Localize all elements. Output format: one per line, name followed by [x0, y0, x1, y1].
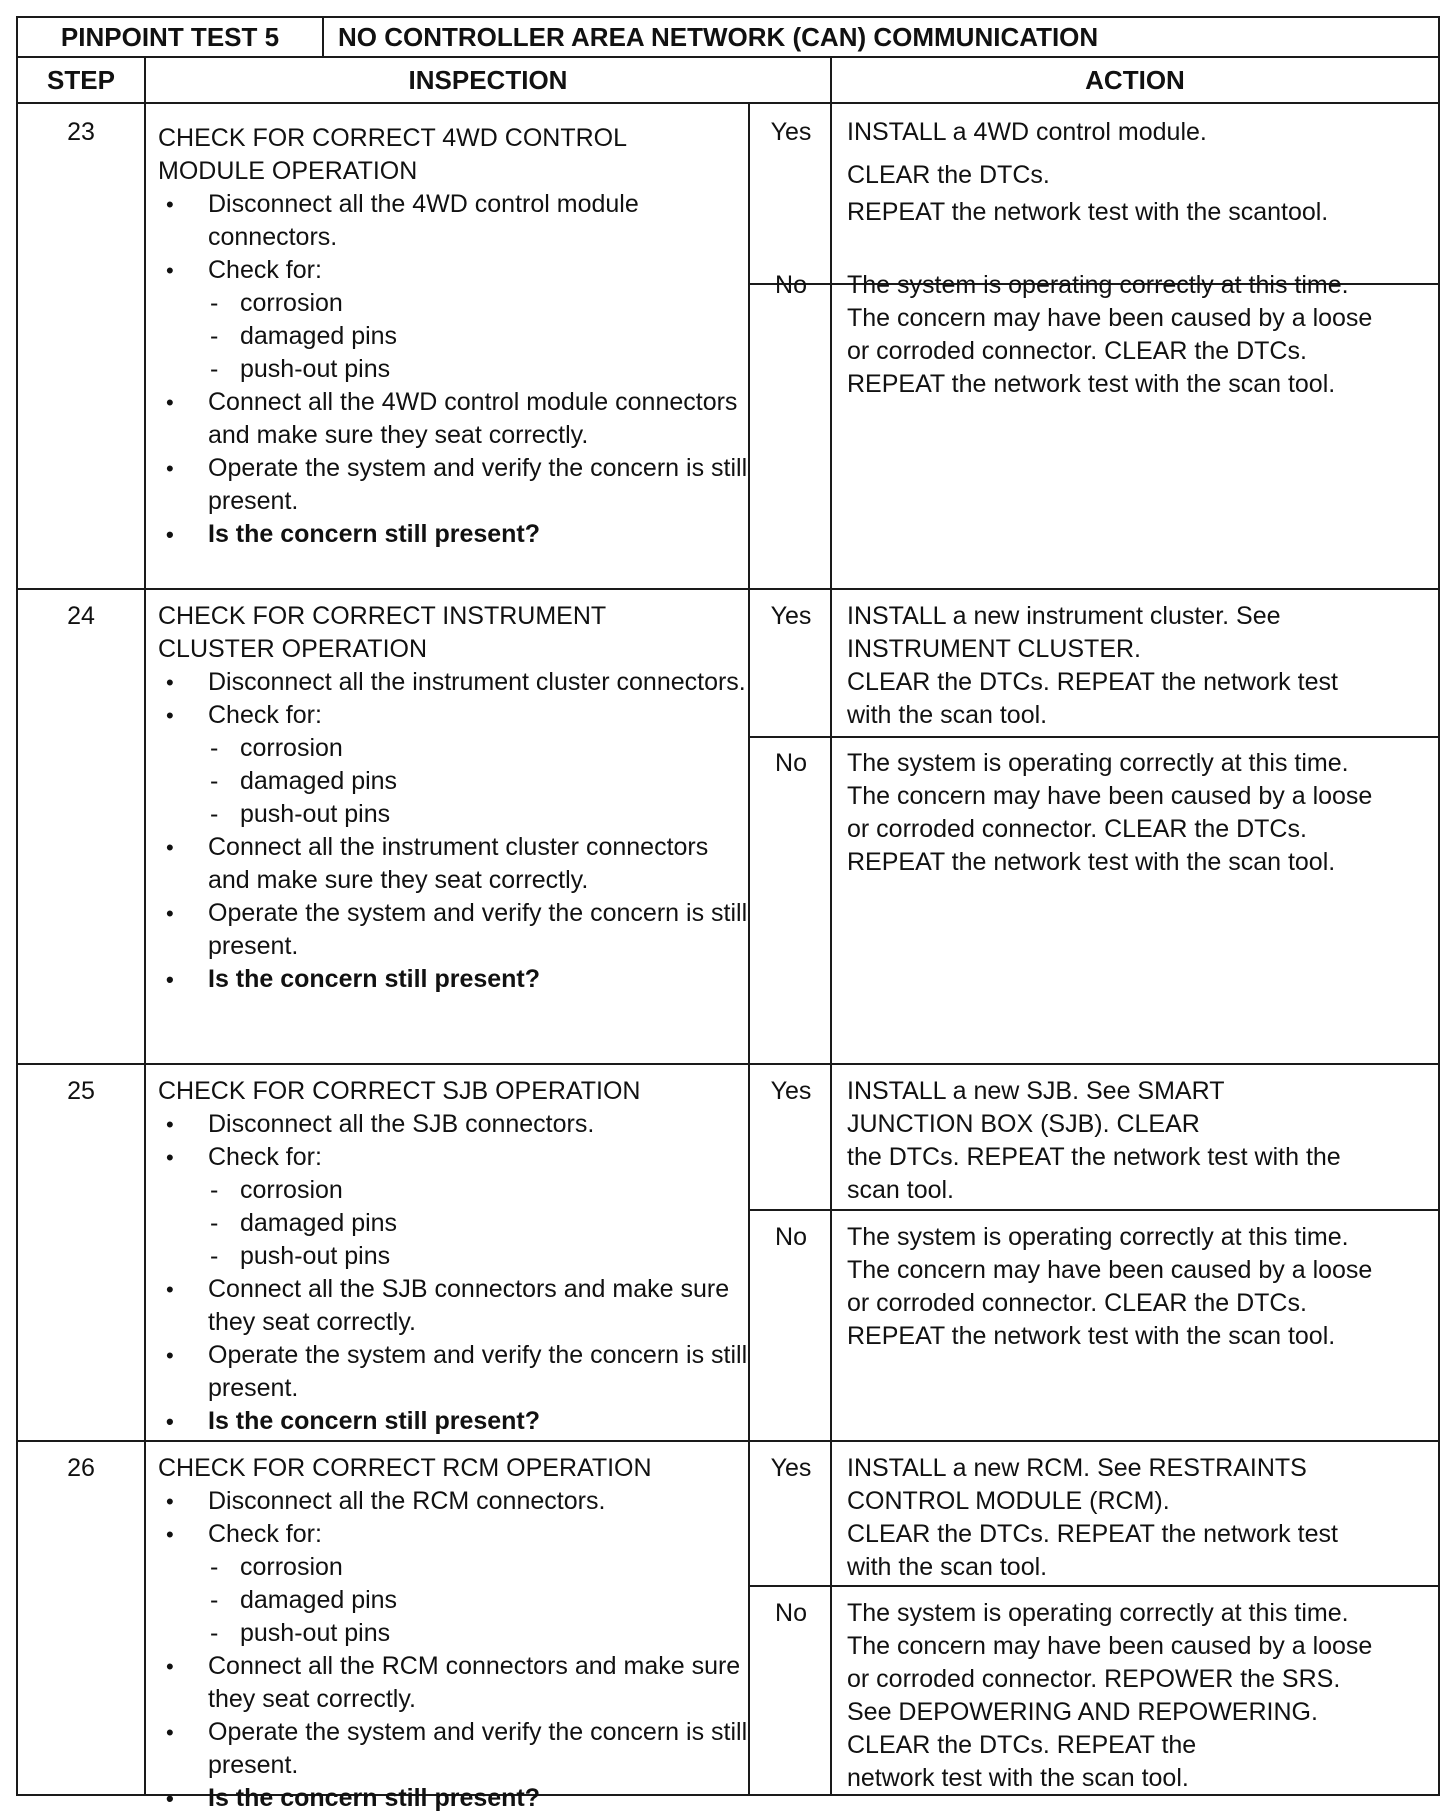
- inspection-title: CHECK FOR CORRECT RCM OPERATION: [158, 1454, 652, 1482]
- action-column-divider: [830, 58, 832, 1794]
- action-line: CLEAR the DTCs. REPEAT the network test: [847, 1520, 1338, 1548]
- action-line: INSTALL a new RCM. See RESTRAINTS: [847, 1454, 1307, 1482]
- yes-no-divider: [748, 590, 750, 1063]
- column-inspection: INSPECTION: [408, 65, 568, 95]
- yes-no-separator: [748, 736, 1438, 738]
- inspection-question: • Is the concern still present?: [158, 518, 748, 551]
- inspection-bullet: • Operate the system and verify the concern is still present.: [158, 452, 748, 518]
- inspection-bullet: • Check for:: [158, 699, 748, 732]
- action-line: The concern may have been caused by a loose: [847, 304, 1373, 332]
- action-line: or corroded connector. CLEAR the DTCs.: [847, 337, 1307, 365]
- action-line: or corroded connector. CLEAR the DTCs.: [847, 815, 1307, 843]
- action-line: CLEAR the DTCs. REPEAT the: [847, 1731, 1197, 1759]
- action-line: with the scan tool.: [847, 701, 1048, 729]
- check-item: - corrosion: [158, 1551, 748, 1584]
- table-title-row: [18, 18, 1438, 58]
- action-line: or corroded connector. REPOWER the SRS.: [847, 1665, 1341, 1693]
- action-line: See DEPOWERING AND REPOWERING.: [847, 1698, 1318, 1726]
- inspection-question: • Is the concern still present?: [158, 963, 748, 996]
- no-action: [847, 747, 1437, 879]
- check-item: - push-out pins: [158, 1617, 748, 1650]
- yes-no-divider: [748, 104, 750, 588]
- step-column-divider: [144, 58, 146, 1794]
- action-line: The system is operating correctly at this time.: [847, 271, 1349, 299]
- action-line: The concern may have been caused by a loose: [847, 782, 1373, 810]
- row-separator: [18, 1440, 1438, 1442]
- action-line: The concern may have been caused by a loose: [847, 1256, 1373, 1284]
- check-item: - push-out pins: [158, 353, 748, 386]
- inspection-bullet: • Operate the system and verify the concern is still present.: [158, 897, 748, 963]
- header-divider: [322, 18, 324, 58]
- inspection-bullet: • Operate the system and verify the concern is still present.: [158, 1339, 748, 1405]
- action-line: The concern may have been caused by a loose: [847, 1632, 1373, 1660]
- column-step: STEP: [47, 65, 115, 95]
- inspection-bullet: • Disconnect all the RCM connectors.: [158, 1485, 748, 1518]
- action-line: REPEAT the network test with the scantool.: [847, 198, 1329, 226]
- action-line: INSTRUMENT CLUSTER.: [847, 635, 1142, 663]
- no-label: No: [775, 1223, 807, 1251]
- action-line: network test with the scan tool.: [847, 1764, 1189, 1792]
- inspection-bullet: • Check for:: [158, 1141, 748, 1174]
- no-label: No: [775, 749, 807, 777]
- action-line: with the scan tool.: [847, 1553, 1048, 1581]
- check-item: - corrosion: [158, 287, 748, 320]
- step-number: 26: [67, 1454, 95, 1482]
- yes-label: Yes: [770, 118, 812, 146]
- inspection-bullet: • Connect all the 4WD control module connectors and make sure they seat correctly.: [158, 386, 748, 452]
- no-action: [847, 269, 1437, 401]
- inspection-bullet: • Check for:: [158, 1518, 748, 1551]
- check-item: - corrosion: [158, 1174, 748, 1207]
- inspection-question: • Is the concern still present?: [158, 1782, 748, 1815]
- action-line: REPEAT the network test with the scan tool.: [847, 370, 1336, 398]
- check-item: - damaged pins: [158, 765, 748, 798]
- pinpoint-test-table: [16, 16, 1440, 1812]
- check-item: - corrosion: [158, 732, 748, 765]
- yes-no-separator: [748, 1209, 1438, 1211]
- action-line: or corroded connector. CLEAR the DTCs.: [847, 1289, 1307, 1317]
- no-label: No: [775, 1599, 807, 1627]
- inspection-bullet: • Connect all the SJB connectors and make sure they seat correctly.: [158, 1273, 748, 1339]
- no-action: [847, 1221, 1437, 1353]
- check-item: - damaged pins: [158, 1584, 748, 1617]
- step-number: 23: [67, 118, 95, 146]
- yes-label: Yes: [770, 602, 812, 630]
- inspection-bullet: • Operate the system and verify the concern is still present.: [158, 1716, 748, 1782]
- check-item: - push-out pins: [158, 798, 748, 831]
- step-number: 24: [67, 602, 95, 630]
- inspection-bullet: • Disconnect all the SJB connectors.: [158, 1108, 748, 1141]
- action-line: INSTALL a 4WD control module.: [847, 118, 1207, 146]
- action-line: CONTROL MODULE (RCM).: [847, 1487, 1170, 1515]
- yes-action: [847, 600, 1437, 732]
- row-separator: [18, 588, 1438, 590]
- action-line: The system is operating correctly at this time.: [847, 1223, 1349, 1251]
- inspection-bullet: • Connect all the instrument cluster connectors and make sure they seat correctly.: [158, 831, 748, 897]
- inspection-bullet: • Connect all the RCM connectors and make sure they seat correctly.: [158, 1650, 748, 1716]
- yes-action: [847, 1452, 1437, 1584]
- column-header-row: [18, 58, 1438, 104]
- inspection-cell: [158, 1075, 748, 1438]
- action-line: REPEAT the network test with the scan tool.: [847, 1322, 1336, 1350]
- step-number: 25: [67, 1077, 95, 1105]
- action-line: CLEAR the DTCs.: [847, 161, 1050, 189]
- action-line: REPEAT the network test with the scan tool.: [847, 848, 1336, 876]
- inspection-bullet: • Disconnect all the instrument cluster connectors.: [158, 666, 748, 699]
- inspection-cell: [158, 1452, 748, 1815]
- yes-action: [847, 116, 1437, 229]
- row-separator: [18, 1063, 1438, 1065]
- no-action: [847, 1597, 1437, 1795]
- yes-no-separator: [748, 1585, 1438, 1587]
- inspection-cell: [158, 122, 748, 551]
- action-line: scan tool.: [847, 1176, 955, 1204]
- action-line: CLEAR the DTCs. REPEAT the network test: [847, 668, 1338, 696]
- inspection-title: CHECK FOR CORRECT INSTRUMENT CLUSTER OPERATION: [158, 602, 607, 663]
- action-line: JUNCTION BOX (SJB). CLEAR: [847, 1110, 1200, 1138]
- yes-action: [847, 1075, 1437, 1207]
- inspection-title: CHECK FOR CORRECT SJB OPERATION: [158, 1077, 641, 1105]
- inspection-cell: [158, 600, 748, 996]
- action-line: INSTALL a new instrument cluster. See: [847, 602, 1281, 630]
- inspection-bullet: • Check for:: [158, 254, 748, 287]
- check-item: - damaged pins: [158, 1207, 748, 1240]
- column-action: ACTION: [1085, 65, 1185, 95]
- action-line: the DTCs. REPEAT the network test with the: [847, 1143, 1341, 1171]
- yes-label: Yes: [770, 1454, 812, 1482]
- inspection-bullet: • Disconnect all the 4WD control module connectors.: [158, 188, 748, 254]
- yes-label: Yes: [770, 1077, 812, 1105]
- check-item: - damaged pins: [158, 320, 748, 353]
- test-title: NO CONTROLLER AREA NETWORK (CAN) COMMUNICATION: [338, 22, 1099, 52]
- inspection-question: • Is the concern still present?: [158, 1405, 748, 1438]
- check-item: - push-out pins: [158, 1240, 748, 1273]
- action-line: The system is operating correctly at this time.: [847, 1599, 1349, 1627]
- action-line: INSTALL a new SJB. See SMART: [847, 1077, 1225, 1105]
- action-line: The system is operating correctly at this time.: [847, 749, 1349, 777]
- no-label: No: [775, 271, 807, 299]
- inspection-title: CHECK FOR CORRECT 4WD CONTROL MODULE OPERATION: [158, 124, 628, 185]
- test-label: PINPOINT TEST 5: [60, 22, 280, 52]
